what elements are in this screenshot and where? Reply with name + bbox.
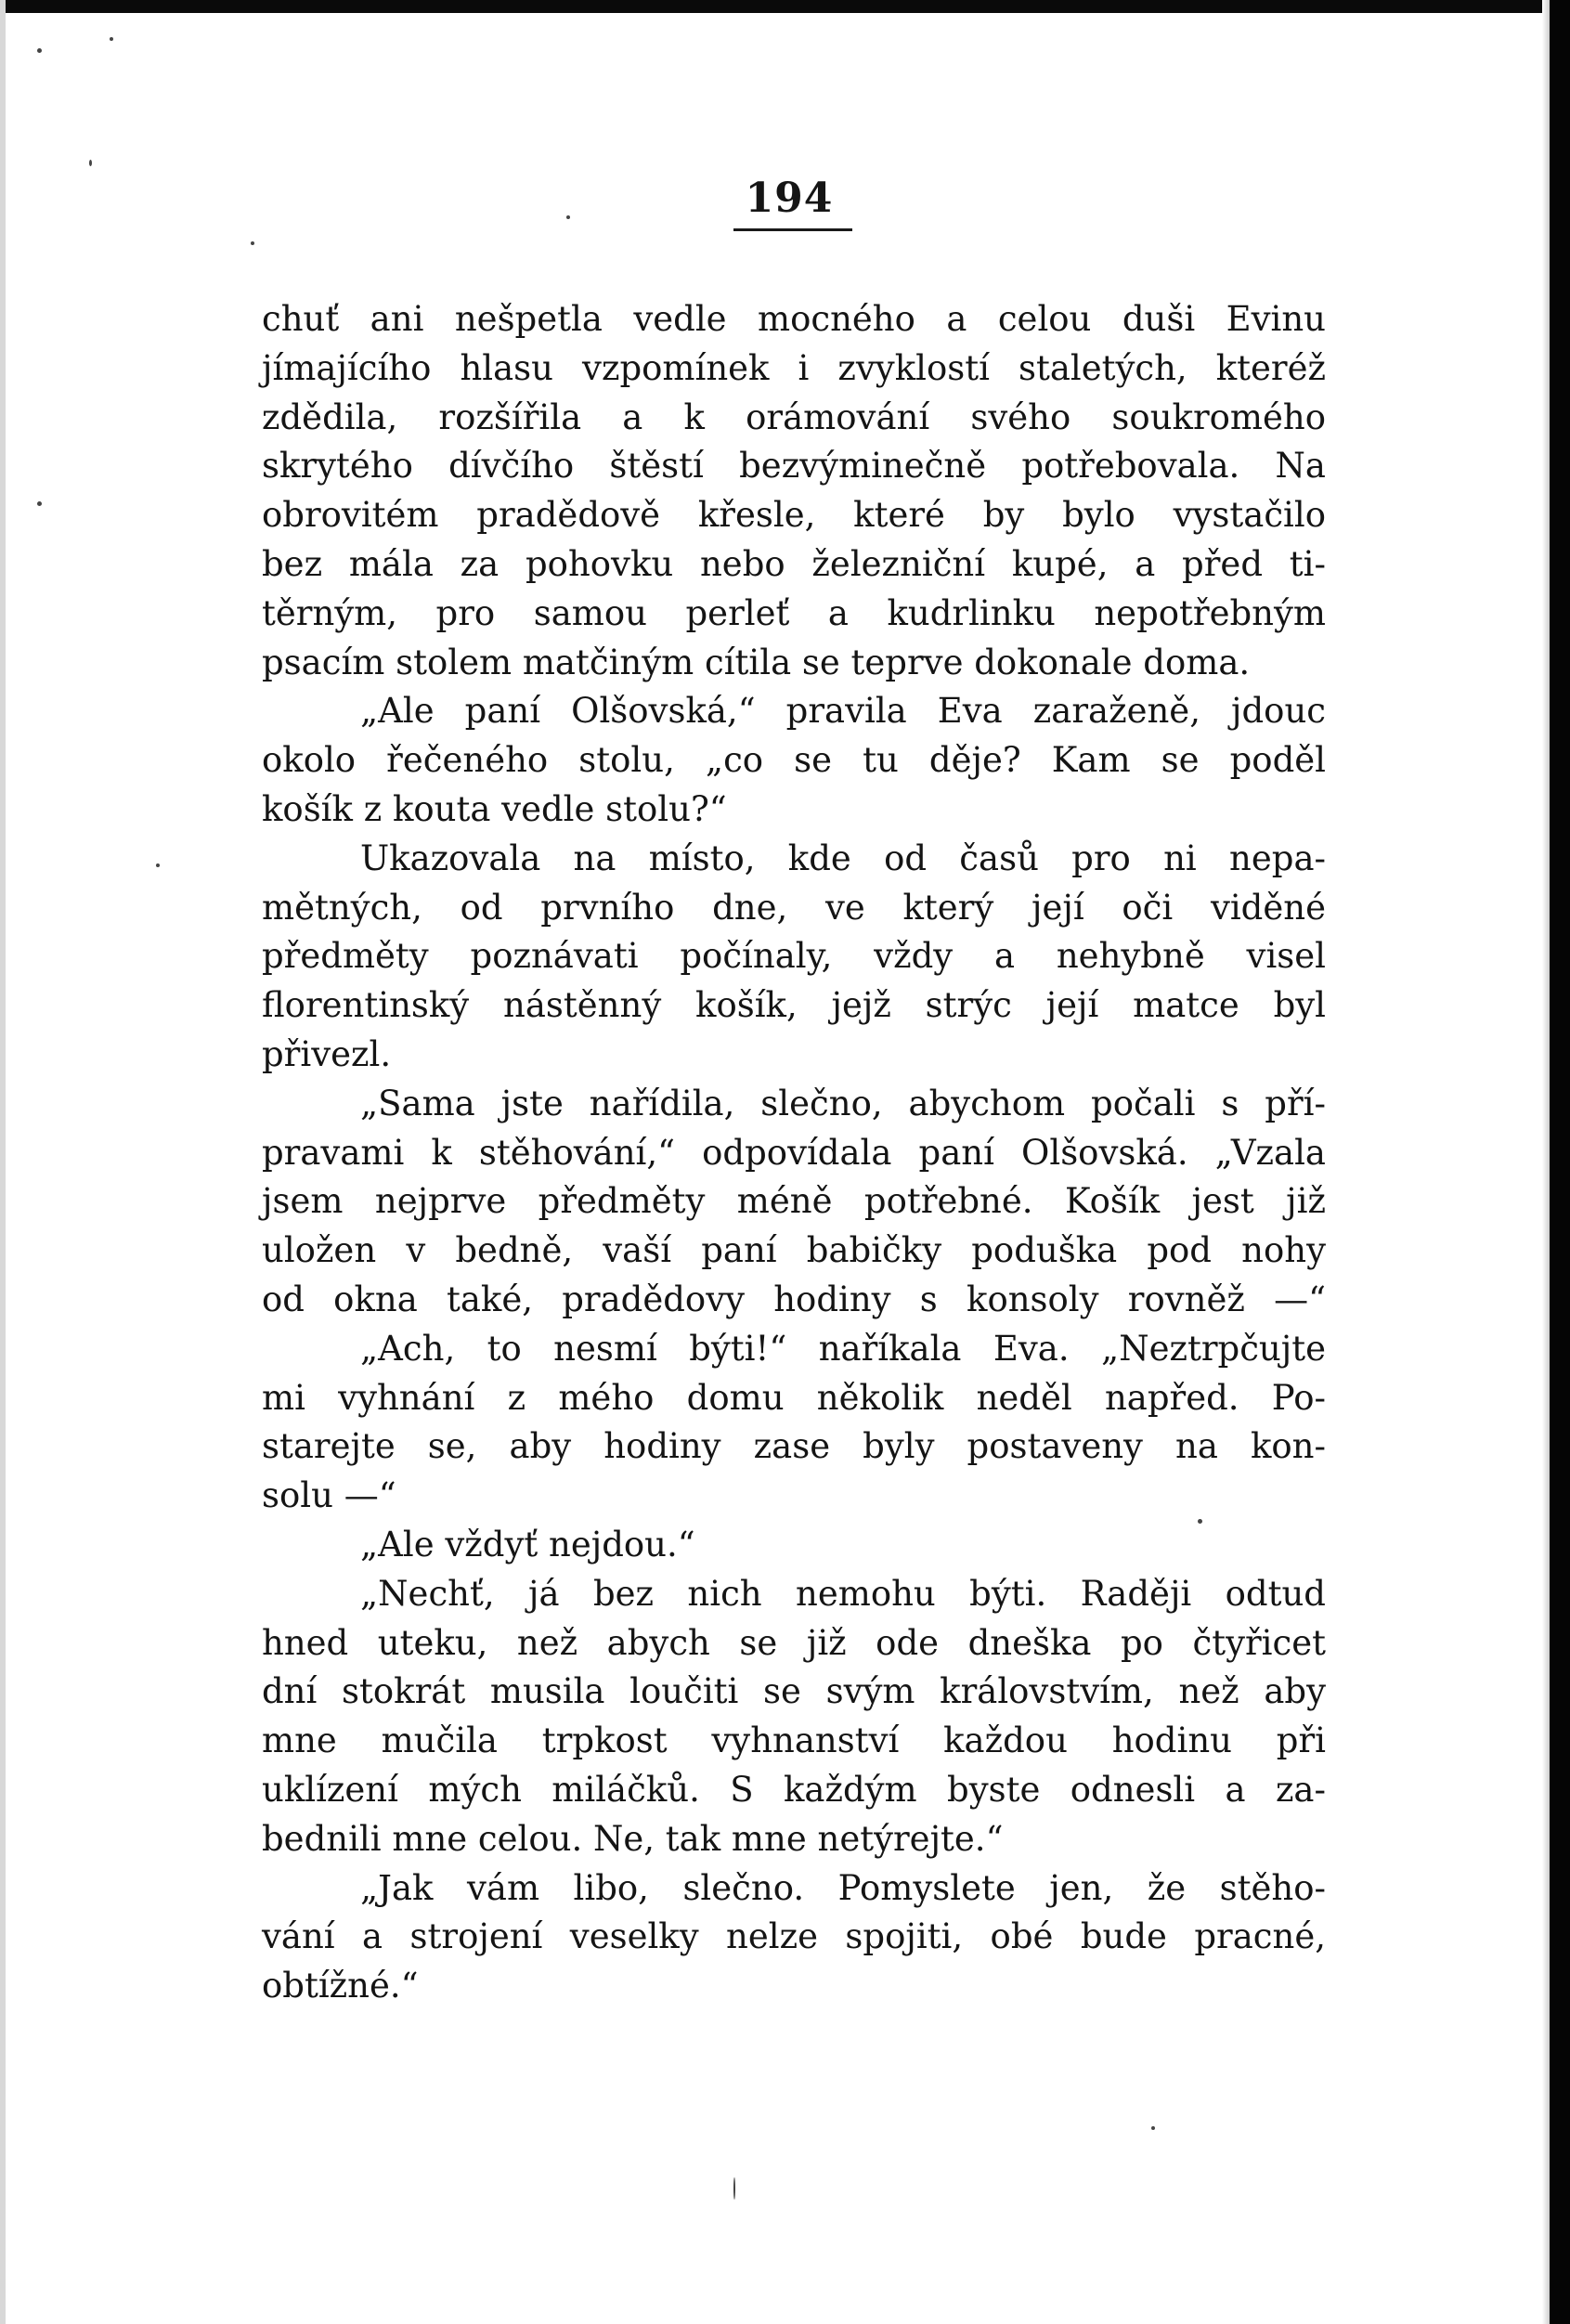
text-line: dní stokrát musila loučiti se svým královstvím, než aby xyxy=(262,1671,1326,1712)
scan-speck xyxy=(566,215,570,219)
text-line: solu —“ xyxy=(262,1475,396,1516)
scan-speck xyxy=(251,241,254,245)
scan-speck xyxy=(1151,2126,1155,2130)
text-line: florentinský nástěnný košík, jejž strýc její matce byl xyxy=(262,985,1326,1026)
scan-edge-top xyxy=(0,0,1570,13)
text-line: „Sama jste nařídila, slečno, abychom počali s pří- xyxy=(360,1083,1326,1123)
text-line: „Nechť, já bez nich nemohu býti. Raději odtud xyxy=(360,1573,1326,1614)
body-text xyxy=(262,295,1326,2011)
text-line: přivezl. xyxy=(262,1033,392,1074)
text-line: okolo řečeného stolu, „co se tu děje? Kam se poděl xyxy=(262,740,1326,781)
text-line: košík z kouta vedle stolu?“ xyxy=(262,788,727,829)
text-line: zdědila, rozšířila a k orámování svého soukromého xyxy=(262,396,1326,437)
text-line: mne mučila trpkost vyhnanství každou hodinu při xyxy=(262,1720,1326,1761)
text-line: „Jak vám libo, slečno. Pomyslete jen, že stěho- xyxy=(360,1867,1326,1908)
text-line: předměty poznávati počínaly, vždy a nehybně visel xyxy=(262,936,1326,977)
scan-speck xyxy=(37,501,42,506)
text-line: Ukazovala na místo, kde od časů pro ni nepa- xyxy=(360,837,1326,878)
text-line: bez mála za pohovku nebo železniční kupé, a před ti- xyxy=(262,543,1326,584)
text-line: „Ach, to nesmí býti!“ naříkala Eva. „Neztrpčujte xyxy=(360,1328,1326,1369)
scan-edge-shadow xyxy=(1542,0,1550,2324)
page-number: 194 xyxy=(745,175,834,222)
text-line: obtížné.“ xyxy=(262,1966,419,2006)
text-line: psacím stolem matčiným cítila se teprve dokonale doma. xyxy=(262,642,1251,682)
text-line: uložen v bedně, vaší paní babičky poduška pod nohy xyxy=(262,1230,1326,1271)
text-line: jsem nejprve předměty méně potřebné. Košík jest již xyxy=(262,1181,1326,1222)
text-line: vání a strojení veselky nelze spojiti, obé bude pracné, xyxy=(262,1916,1326,1957)
text-line: mi vyhnání z mého domu několik neděl napřed. Po- xyxy=(262,1377,1326,1418)
scan-speck xyxy=(37,48,42,53)
text-line: bednili mne celou. Ne, tak mne netýrejte.“ xyxy=(262,1818,1004,1859)
text-line: „Ale paní Olšovská,“ pravila Eva zaraženě, jdouc xyxy=(360,691,1326,732)
scan-speck xyxy=(733,2177,735,2200)
scan-speck xyxy=(89,160,92,166)
text-line: mětných, od prvního dne, ve který její oči viděné xyxy=(262,887,1326,928)
scan-edge-left xyxy=(0,0,6,2324)
text-line: obrovitém pradědově křesle, které by bylo vystačilo xyxy=(262,495,1326,536)
scan-edge-right xyxy=(1550,0,1570,2324)
page-number-underline xyxy=(733,228,852,231)
text-line: pravami k stěhování,“ odpovídala paní Olšovská. „Vzala xyxy=(262,1132,1326,1173)
text-line: jímajícího hlasu vzpomínek i zvyklostí staletých, kteréž xyxy=(262,347,1326,388)
scan-speck xyxy=(156,863,160,867)
text-line: „Ale vždyť nejdou.“ xyxy=(360,1524,695,1564)
text-line: uklízení mých miláčků. S každým byste odnesli a za- xyxy=(262,1769,1326,1810)
text-line: chuť ani nešpetla vedle mocného a celou duši Evinu xyxy=(262,299,1326,339)
text-line: skrytého dívčího štěstí bezvýminečně potřebovala. Na xyxy=(262,446,1326,487)
scan-speck xyxy=(110,37,113,41)
text-line: od okna také, pradědovy hodiny s konsoly rovněž —“ xyxy=(262,1279,1326,1319)
text-line: hned uteku, než abych se již ode dneška po čtyřicet xyxy=(262,1622,1326,1663)
text-line: těrným, pro samou perleť a kudrlinku nepotřebným xyxy=(262,592,1326,633)
text-line: starejte se, aby hodiny zase byly postaveny na kon- xyxy=(262,1426,1326,1467)
